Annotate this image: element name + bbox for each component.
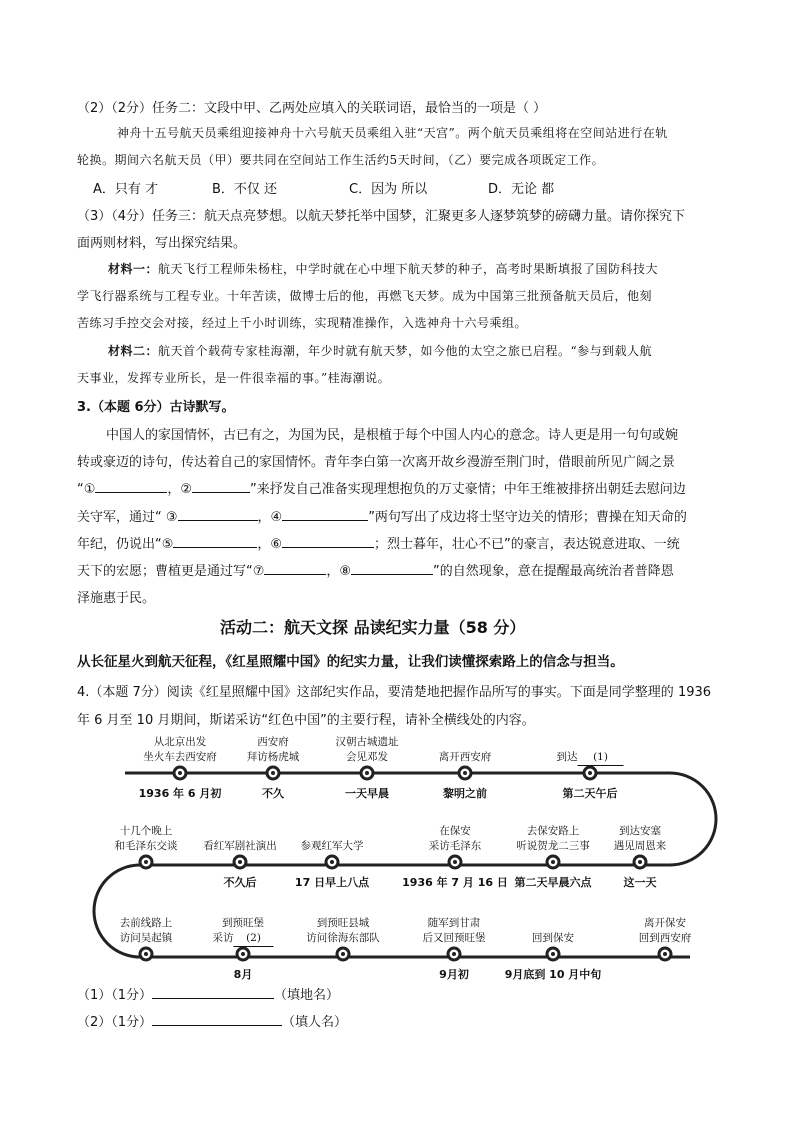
answer-1-blank[interactable] [152,986,274,999]
material2-line2: 天事业，发挥专业所长，是一件很幸福的事。”桂海潮说。 [77,371,391,385]
row2-stop-core-1 [144,860,148,864]
task3-question-line2: 面两则材料，写出探究结果。 [77,236,247,251]
task2-passage-line1: 神舟十五号航天员乘组迎接神舟十六号航天员乘组入驻“天宫”。两个航天员乘组将在空间站进行在轨 [117,126,668,140]
row3-stop-core-5 [551,952,555,956]
row1-label-4: 离开西安府 [438,751,492,763]
q3-line1: 中国人的家国情怀，古已有之，为国为民，是根植于每个中国人内心的意念。诗人更是用一句句或婉 [106,428,679,443]
q3-line3: “① ，② ”来抒发自己准备实现理想抱负的万丈豪情；中年王维被排挤出朝廷去慰问边 [77,482,686,497]
option-b[interactable]: B．不仅 还 [212,182,278,197]
row3-date-2: 8月 [233,968,253,981]
row2-label-5: 去保安路上 听说贺龙二三事 [516,825,590,852]
q4-line1: 4.（本题 7分）阅读《红星照耀中国》这部纪实作品，要清楚地把握作品所写的事实。下面是同学整理的 1936 [77,685,712,700]
material1-label: 材料一： [108,262,159,276]
row2-stop-core-3 [330,860,334,864]
row3-label-1: 去前线路上 访问吴起镇 [119,917,173,944]
row1-date-3: 一天早晨 [345,787,389,800]
row2-stop-core-4 [453,860,457,864]
material2-line1: 材料二：航天首个载荷专家桂海潮，年少时就有航天梦，如今他的太空之旅已启程。“参与到载人航 [108,344,653,358]
row2-stop-core-5 [551,860,555,864]
q3-line6: 天下的宏愿；曹植更是通过写“⑦ ，⑧ ”的自然现象，意在提醒最高统治者普降恩 [77,564,674,579]
row3-stop-core-6 [663,952,667,956]
q4-line2: 年 6 月至 10 月期间，斯诺采访“红色中国”的主要行程，请补全横线处的内容。 [77,713,535,728]
row1-date-5: 第二天午后 [562,787,618,800]
row3-label-3: 到预旺县城 访问徐海东部队 [306,917,380,944]
task2-question: （2）（2分）任务二：文段中甲、乙两处应填入的关联词语，最恰当的一项是（ ） [77,101,547,116]
q3-line7: 泽施惠于民。 [77,591,156,606]
option-d[interactable]: D．无论 都 [488,182,555,197]
row2-date-3: 17 日早上八点 [294,876,370,889]
q3-line2: 转或豪迈的诗句，传达着自己的家国情怀。青年李白第一次离开故乡漫游至荆门时，借眼前所见广阔之景 [77,455,676,470]
task2-passage-line2: 轮换。期间六名航天员（甲）要共同在空间站工作生活约5天时间，（乙）要完成各项既定工作。 [77,153,605,167]
row2-label-2: 看红军剧社演出 [203,840,277,852]
row2-date-4: 1936 年 7 月 16 日 [402,876,508,889]
row1-date-2: 不久 [262,787,284,800]
q3-heading: 3.（本题 6分）古诗默写。 [77,400,235,415]
row2-label-1: 十几个晚上 和毛泽东交谈 [114,825,178,852]
row1-stop-core-2 [271,771,275,775]
row2-date-5: 第二天早晨六点 [514,876,592,889]
row3-label-6: 离开保安 回到西安府 [638,917,692,944]
row1-stop-core-3 [365,771,369,775]
row2-label-4: 在保安 采访毛泽东 [428,825,482,852]
option-a[interactable]: A．只有 才 [93,182,159,197]
row2-stop-core-2 [238,860,242,864]
material1-line3: 苦练习手控交会对接，经过上千小时训练，实现精准操作，入选神舟十六号乘组。 [77,316,528,330]
row1-stop-core-4 [463,771,467,775]
answer-2-blank[interactable] [152,1013,282,1026]
answer-2: （2）（1分） （填人名） [77,1015,348,1030]
row3-stop-core-4 [452,952,456,956]
material1-line2: 学飞行器系统与工程专业。十年苦读，做博士后的他，再燃飞天梦。成为中国第三批预备航天员后，他刻 [77,289,653,303]
row1-date-4: 黎明之前 [443,787,487,800]
timeline-blank-2[interactable]: (2) [234,931,274,947]
row1-label-2: 西安府 拜访杨虎城 [246,736,300,763]
q3-line5: 年纪，仍说出“⑤ ，⑥ ；烈士暮年，壮心不已”的豪言，表达锐意进取、一统 [77,537,680,552]
row2-label-6: 到达安塞 遇见周恩来 [613,825,667,852]
material2-label: 材料二： [108,344,159,358]
row3-label-2: 到预旺堡 采访 (2) [213,916,274,947]
activity2-title: 活动二：航天文探 品读纪实力量（58 分） [220,618,526,637]
q3-line4: 关守军，通过“ ③ ，④ ”两句写出了戍边将士坚守边关的情形；曹操在知天命的 [77,510,687,525]
row1-label-5: 到达 (1) [557,750,624,766]
row2-stop-core-6 [638,860,642,864]
answer-1: （1）（1分） （填地名） [77,988,340,1003]
row1-stop-core-1 [178,771,182,775]
row1-stop-core-5 [588,771,592,775]
row1-date-1: 1936 年 6 月初 [138,787,222,800]
row1-label-3: 汉朝古城遗址 会见邓发 [335,736,399,763]
row2-date-2: 不久后 [223,876,257,889]
row3-date-4: 9月初 [439,968,469,981]
timeline-blank-1[interactable]: (1) [578,750,624,766]
row3-stop-core-3 [341,952,345,956]
row3-stop-core-1 [144,952,148,956]
option-c[interactable]: C．因为 所以 [349,182,428,197]
row1-label-1: 从北京出发 坐火车去西安府 [143,736,217,763]
row3-label-4: 随军到甘肃 后又回预旺堡 [422,917,486,944]
material1-line1: 材料一：航天飞行工程师朱杨柱，中学时就在心中埋下航天梦的种子，高考时果断填报了国防科技大 [108,262,659,276]
row3-label-5: 回到保安 [532,932,574,944]
row3-stop-core-2 [241,952,245,956]
row2-label-3: 参观红军大学 [300,840,364,852]
row3-date-5: 9月底到 10 月中旬 [504,968,602,981]
activity2-intro: 从长征星火到航天征程，《红星照耀中国》的纪实力量，让我们读懂探索路上的信念与担当。 [77,654,624,670]
task3-question-line1: （3）（4分）任务三：航天点亮梦想。以航天梦托举中国梦，汇聚更多人逐梦筑梦的磅礴力量。请你探究下 [77,209,686,224]
row2-date-6: 这一天 [623,876,657,889]
